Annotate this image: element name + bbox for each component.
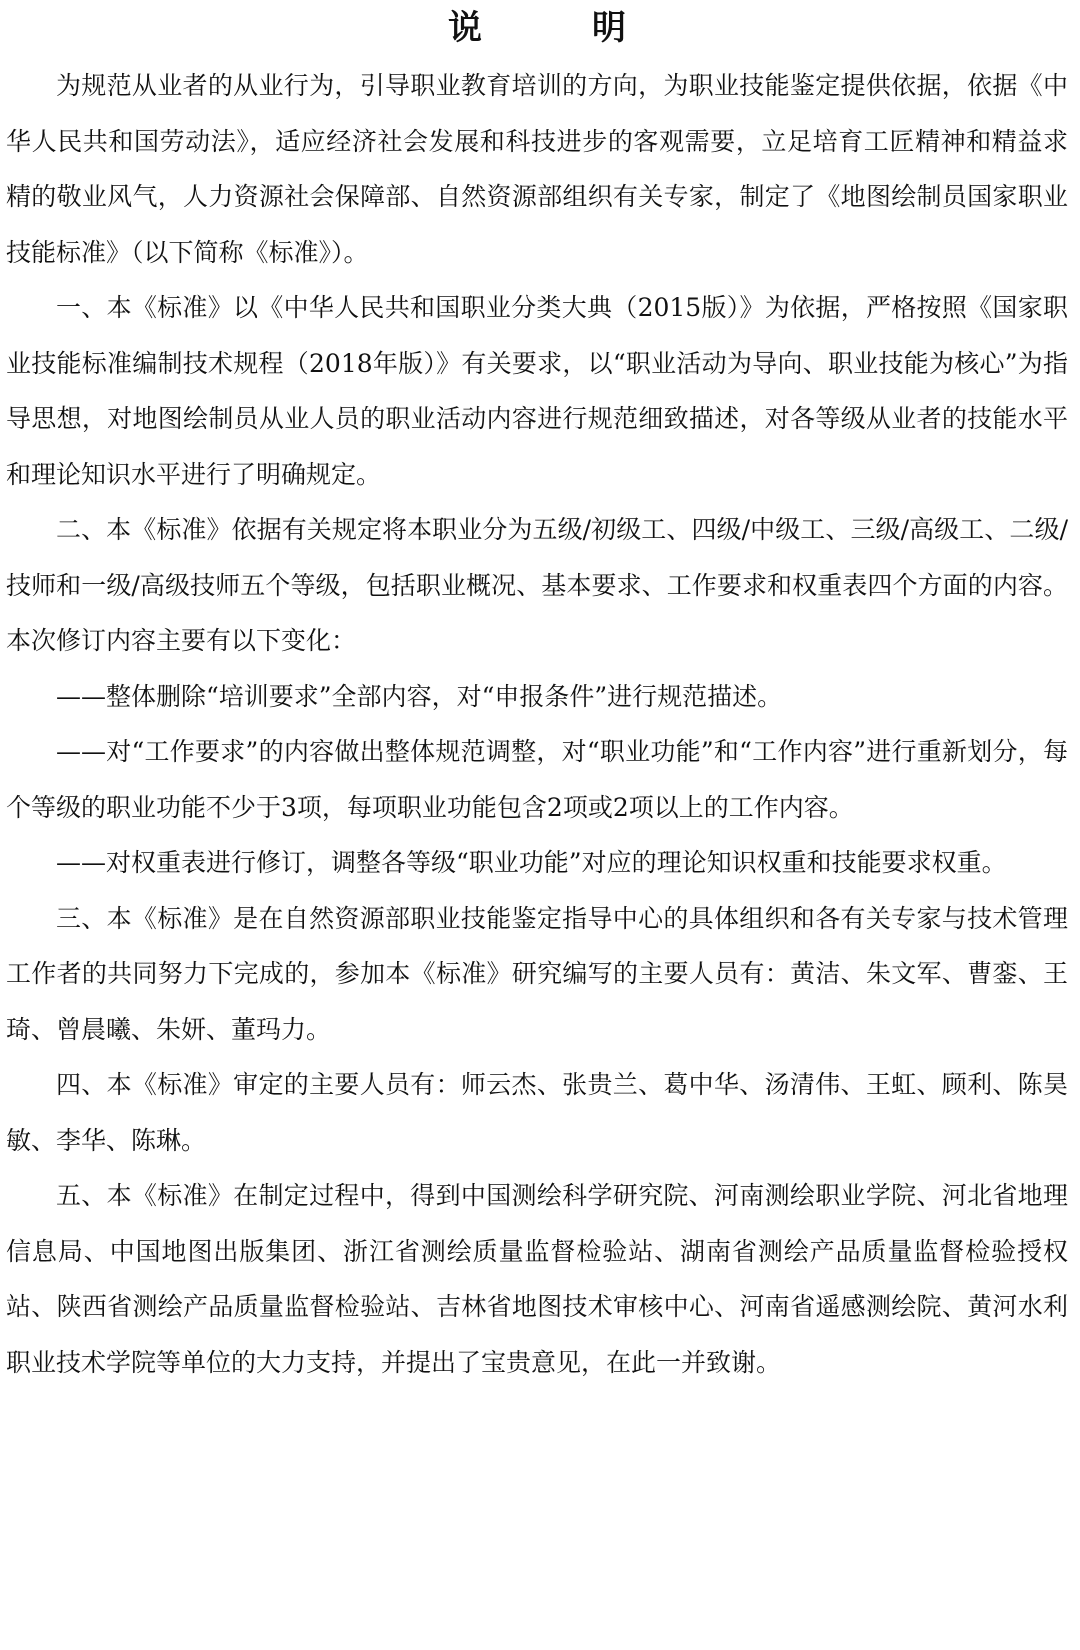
paragraph-section-5: 五、本《标准》在制定过程中，得到中国测绘科学研究院、河南测绘职业学院、河北省地理信息局、中国地图出版集团、浙江省测绘质量监督检验站、湖南省测绘产品质量监督检验授权站、陕西省测绘产品质量监督检验站、吉林省地图技术审核中心、河南省遥感测绘院、黄河水利职业技术学院等单位的大力支持，并提出了宝贵意见，在此一并致谢。 xyxy=(6,1181,1068,1377)
document-body xyxy=(6,58,1068,1390)
paragraph-change-2: ——对“工作要求”的内容做出整体规范调整，对“职业功能”和“工作内容”进行重新划分，每个等级的职业功能不少于3项，每项职业功能包含2项或2项以上的工作内容。 xyxy=(6,737,1068,822)
paragraph-section-3: 三、本《标准》是在自然资源部职业技能鉴定指导中心的具体组织和各有关专家与技术管理工作者的共同努力下完成的，参加本《标准》研究编写的主要人员有：黄洁、朱文军、曹銮、王琦、曾晨曦、朱妍、董玛力。 xyxy=(6,903,1068,1044)
paragraph-section-4: 四、本《标准》审定的主要人员有：师云杰、张贵兰、葛中华、汤清伟、王虹、顾利、陈昊敏、李华、陈琳。 xyxy=(6,1070,1068,1155)
paragraph-intro: 为规范从业者的从业行为，引导职业教育培训的方向，为职业技能鉴定提供依据，依据《中华人民共和国劳动法》，适应经济社会发展和科技进步的客观需要，立足培育工匠精神和精益求精的敬业风气，人力资源社会保障部、自然资源部组织有关专家，制定了《地图绘制员国家职业技能标准》（以下简称《标准》）。 xyxy=(6,71,1068,267)
page-title: 说 明 xyxy=(448,8,664,48)
paragraph-section-1: 一、本《标准》以《中华人民共和国职业分类大典（2015版）》为依据，严格按照《国家职业技能标准编制技术规程（2018年版）》有关要求，以“职业活动为导向、职业技能为核心”为指导思想，对地图绘制员从业人员的职业活动内容进行规范细致描述，对各等级从业者的技能水平和理论知识水平进行了明确规定。 xyxy=(6,293,1068,489)
paragraph-change-1: ——整体删除“培训要求”全部内容，对“申报条件”进行规范描述。 xyxy=(56,681,783,711)
paragraph-change-3: ——对权重表进行修订，调整各等级“职业功能”对应的理论知识权重和技能要求权重。 xyxy=(56,848,1007,877)
paragraph-section-2: 二、本《标准》依据有关规定将本职业分为五级/初级工、四级/中级工、三级/高级工、二级/技师和一级/高级技师五个等级，包括职业概况、基本要求、工作要求和权重表四个方面的内容。本次修订内容主要有以下变化： xyxy=(6,515,1068,655)
